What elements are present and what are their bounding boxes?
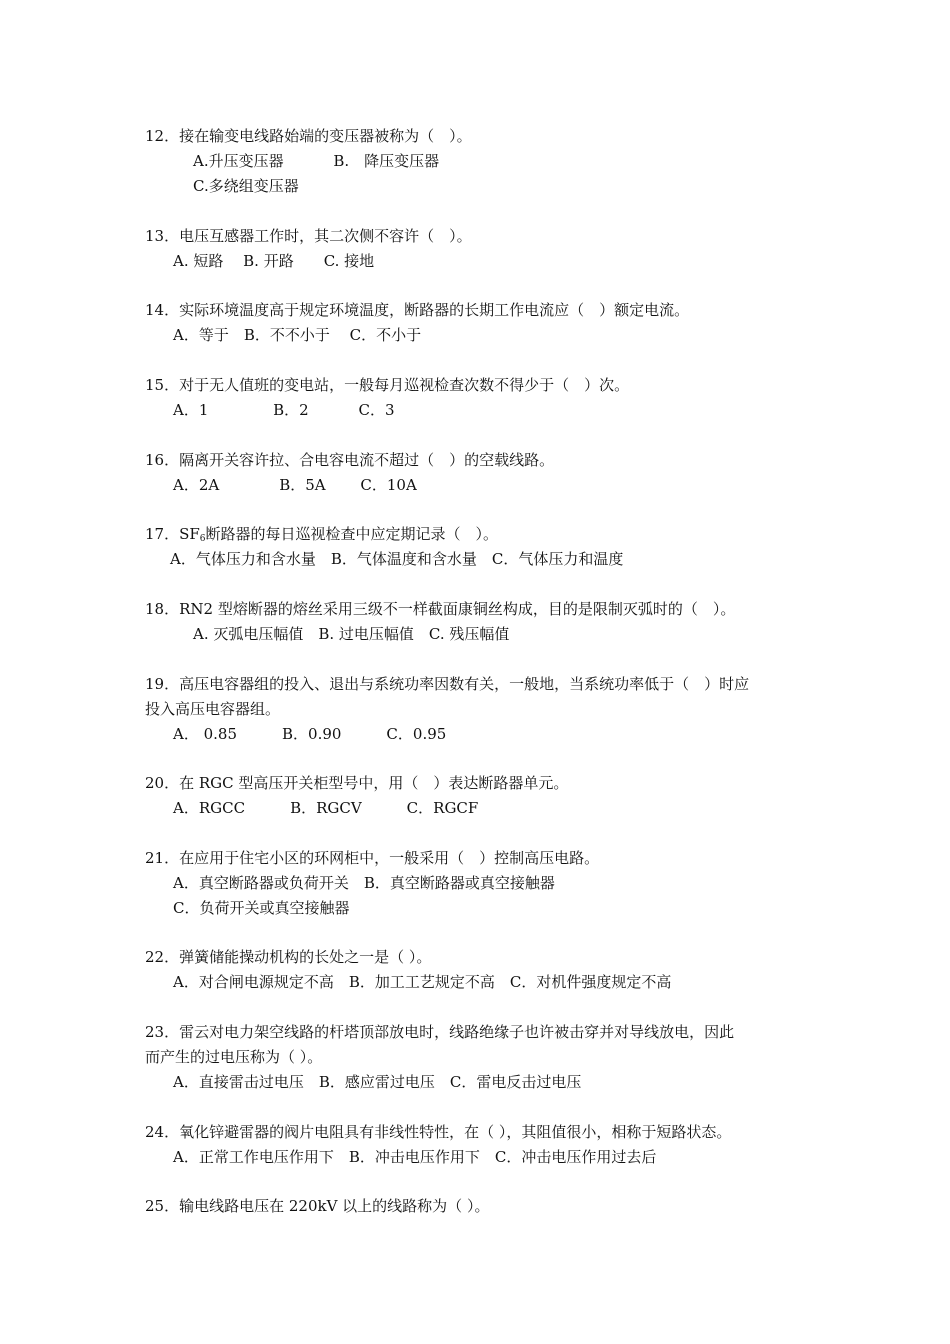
question-25-stem: 25．输电线路电压在 220kV 以上的线路称为（ ）。 xyxy=(145,1197,490,1215)
question-13-stem: 13．电压互感器工作时，其二次侧不容许（ ）。 xyxy=(145,227,472,245)
question-13-options: A. 短路 B. 开路 C. 接地 xyxy=(173,252,375,270)
question-20-stem: 20．在 RGC 型高压开关柜型号中，用（ ）表达断路器单元。 xyxy=(145,774,569,792)
question-22-options: A．对合闸电源规定不高 B．加工工艺规定不高 C．对机件强度规定不高 xyxy=(173,973,672,991)
question-18-options: A. 灭弧电压幅值 B. 过电压幅值 C. 残压幅值 xyxy=(193,625,510,643)
question-15-stem: 15．对于无人值班的变电站，一般每月巡视检查次数不得少于（ ）次。 xyxy=(145,376,630,394)
question-17-stem-prefix: 17．SF xyxy=(145,525,200,543)
question-12-options-line-2: C.多绕组变压器 xyxy=(193,177,299,195)
question-24-stem: 24．氧化锌避雷器的阀片电阻具有非线性特性，在（ ），其阻值很小，相称于短路状态。 xyxy=(145,1123,732,1141)
question-21-stem: 21．在应用于住宅小区的环网柜中，一般采用（ ）控制高压电路。 xyxy=(145,849,600,867)
question-17-options: A．气体压力和含水量 B．气体温度和含水量 C．气体压力和温度 xyxy=(170,550,624,568)
question-21-options-line-2: C．负荷开关或真空接触器 xyxy=(173,899,350,917)
question-12-stem: 12．接在输变电线路始端的变压器被称为（ ）。 xyxy=(145,127,472,145)
question-14-options: A．等于 B．不不小于 C．不小于 xyxy=(173,326,422,344)
question-12-options-line-1: A.升压变压器 B. 降压变压器 xyxy=(193,152,440,170)
question-18-stem: 18．RN2 型熔断器的熔丝采用三级不一样截面康铜丝构成，目的是限制灭弧时的（ ）。 xyxy=(145,600,736,618)
question-16-stem: 16．隔离开关容许拉、合电容电流不超过（ ）的空载线路。 xyxy=(145,451,555,469)
question-17-stem xyxy=(145,524,498,549)
question-16-options: A．2A B．5A C．10A xyxy=(173,476,417,494)
question-14-stem: 14．实际环境温度高于规定环境温度，断路器的长期工作电流应（ ）额定电流。 xyxy=(145,301,690,319)
question-22-stem: 22．弹簧储能操动机构的长处之一是（ ）。 xyxy=(145,948,432,966)
question-24-options: A．正常工作电压作用下 B．冲击电压作用下 C．冲击电压作用过去后 xyxy=(173,1148,657,1166)
question-19-stem-line-1: 19．高压电容器组的投入、退出与系统功率因数有关，一般地，当系统功率低于（ ）时应 xyxy=(145,675,750,693)
question-19-options: A． 0.85 B．0.90 C．0.95 xyxy=(173,725,447,743)
question-17-stem-suffix: 断路器的每日巡视检查中应定期记录（ ）。 xyxy=(205,525,499,543)
question-23-stem-line-1: 23．雷云对电力架空线路的杆塔顶部放电时，线路绝缘子也许被击穿并对导线放电，因此 xyxy=(145,1023,735,1041)
question-17-subscript: 6 xyxy=(199,534,206,544)
question-23-options: A．直接雷击过电压 B．感应雷过电压 C．雷电反击过电压 xyxy=(173,1073,582,1091)
question-21-options-line-1: A．真空断路器或负荷开关 B．真空断路器或真空接触器 xyxy=(173,874,555,892)
question-19-stem-line-2: 投入高压电容器组。 xyxy=(145,700,281,718)
question-23-stem-line-2: 而产生的过电压称为（ ）。 xyxy=(145,1048,323,1066)
question-15-options: A．1 B．2 C．3 xyxy=(173,401,395,419)
question-20-options: A．RGCC B．RGCV C．RGCF xyxy=(173,799,479,817)
